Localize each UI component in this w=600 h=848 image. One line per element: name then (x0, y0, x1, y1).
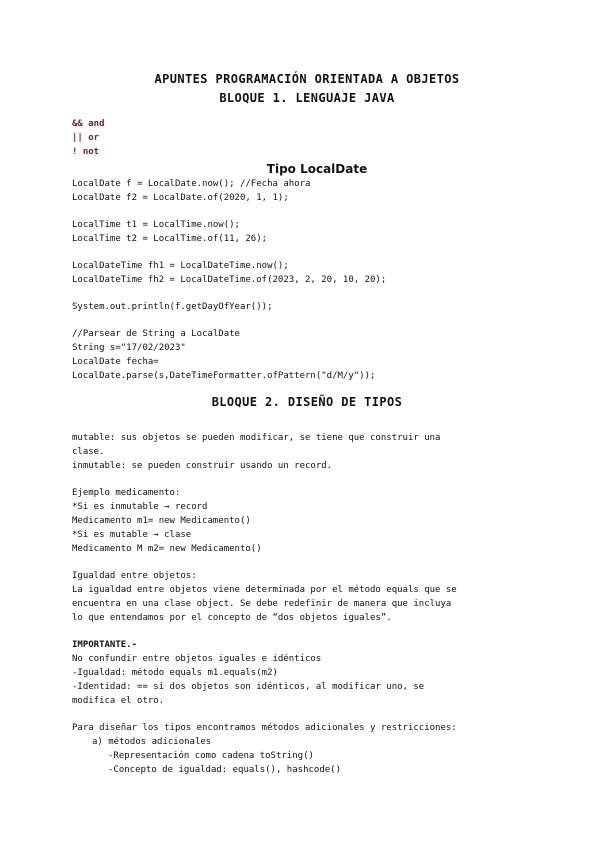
design-section (72, 721, 542, 777)
text-line: *Si es inmutable → record (72, 502, 208, 512)
code-line: LocalDate f = LocalDate.now(); //Fecha ahora (72, 179, 311, 189)
code-line: System.out.println(f.getDayOfYear()); (72, 302, 273, 312)
code-line: //Parsear de String a LocalDate (72, 329, 240, 339)
localdate-code (72, 177, 542, 383)
block2-title: BLOQUE 2. DISEÑO DE TIPOS (211, 395, 403, 409)
code-line: LocalTime t1 = LocalTime.now(); (72, 220, 240, 230)
operator-not: ! not (72, 147, 100, 157)
text-line: La igualdad entre objetos viene determinada por el método equals que se (72, 585, 457, 595)
text-line: mutable: sus objetos se pueden modificar, se tiene que construir una (72, 433, 441, 443)
code-line: LocalDate f2 = LocalDate.of(2020, 1, 1); (72, 193, 289, 203)
code-line: LocalDateTime fh2 = LocalDateTime.of(2023, 2, 20, 10, 20); (72, 275, 387, 285)
operator-and: && and (72, 119, 105, 129)
text-line: Para diseñar los tipos encontramos métodos adicionales y restricciones: (72, 723, 457, 733)
code-line: LocalDateTime fh1 = LocalDateTime.now(); (72, 261, 289, 271)
text-line: -Igualdad: método equals m1.equals(m2) (72, 668, 278, 678)
text-line: Medicamento M m2= new Medicamento() (72, 544, 262, 554)
important-section (72, 638, 542, 708)
text-line: *Si es mutable → clase (72, 530, 192, 540)
text-line: inmutable: se pueden construir usando un record. (72, 461, 333, 471)
localdate-title: Tipo LocalDate (266, 162, 368, 176)
important-heading: IMPORTANTE.- (72, 640, 138, 650)
operators-list (72, 117, 542, 159)
text-line: modifica el otro. (72, 696, 165, 706)
text-line: clase. (72, 447, 105, 457)
block1-title: BLOQUE 1. LENGUAJE JAVA (219, 91, 395, 105)
list-item: -Representación como cadena toString() (108, 751, 314, 761)
text-line: lo que entendamos por el concepto de “dos objetos iguales”. (72, 613, 392, 623)
text-line: Igualdad entre objetos: (72, 571, 197, 581)
code-line: LocalTime t2 = LocalTime.of(11, 26); (72, 234, 268, 244)
document-title: APUNTES PROGRAMACIÓN ORIENTADA A OBJETOS (154, 72, 460, 86)
text-line: No confundir entre objetos iguales e idénticos (72, 654, 322, 664)
list-heading: a) métodos adicionales (92, 737, 212, 747)
document-page (72, 70, 542, 777)
text-line: Ejemplo medicamento: (72, 488, 181, 498)
code-line: LocalDate.parse(s,DateTimeFormatter.ofPattern("d/M/y")); (72, 371, 376, 381)
text-line: encuentra en una clase object. Se debe redefinir de manera que incluya (72, 599, 452, 609)
text-line: Medicamento m1= new Medicamento() (72, 516, 251, 526)
list-item: -Concepto de igualdad: equals(), hashcode() (108, 765, 341, 775)
operator-or: || or (72, 133, 100, 143)
mutable-section (72, 431, 542, 473)
equality-section (72, 569, 542, 625)
code-line: LocalDate fecha= (72, 357, 159, 367)
code-line: String s="17/02/2023" (72, 343, 186, 353)
example-section (72, 486, 542, 556)
text-line: -Identidad: == si dos objetos son idénticos, al modificar uno, se (72, 682, 425, 692)
